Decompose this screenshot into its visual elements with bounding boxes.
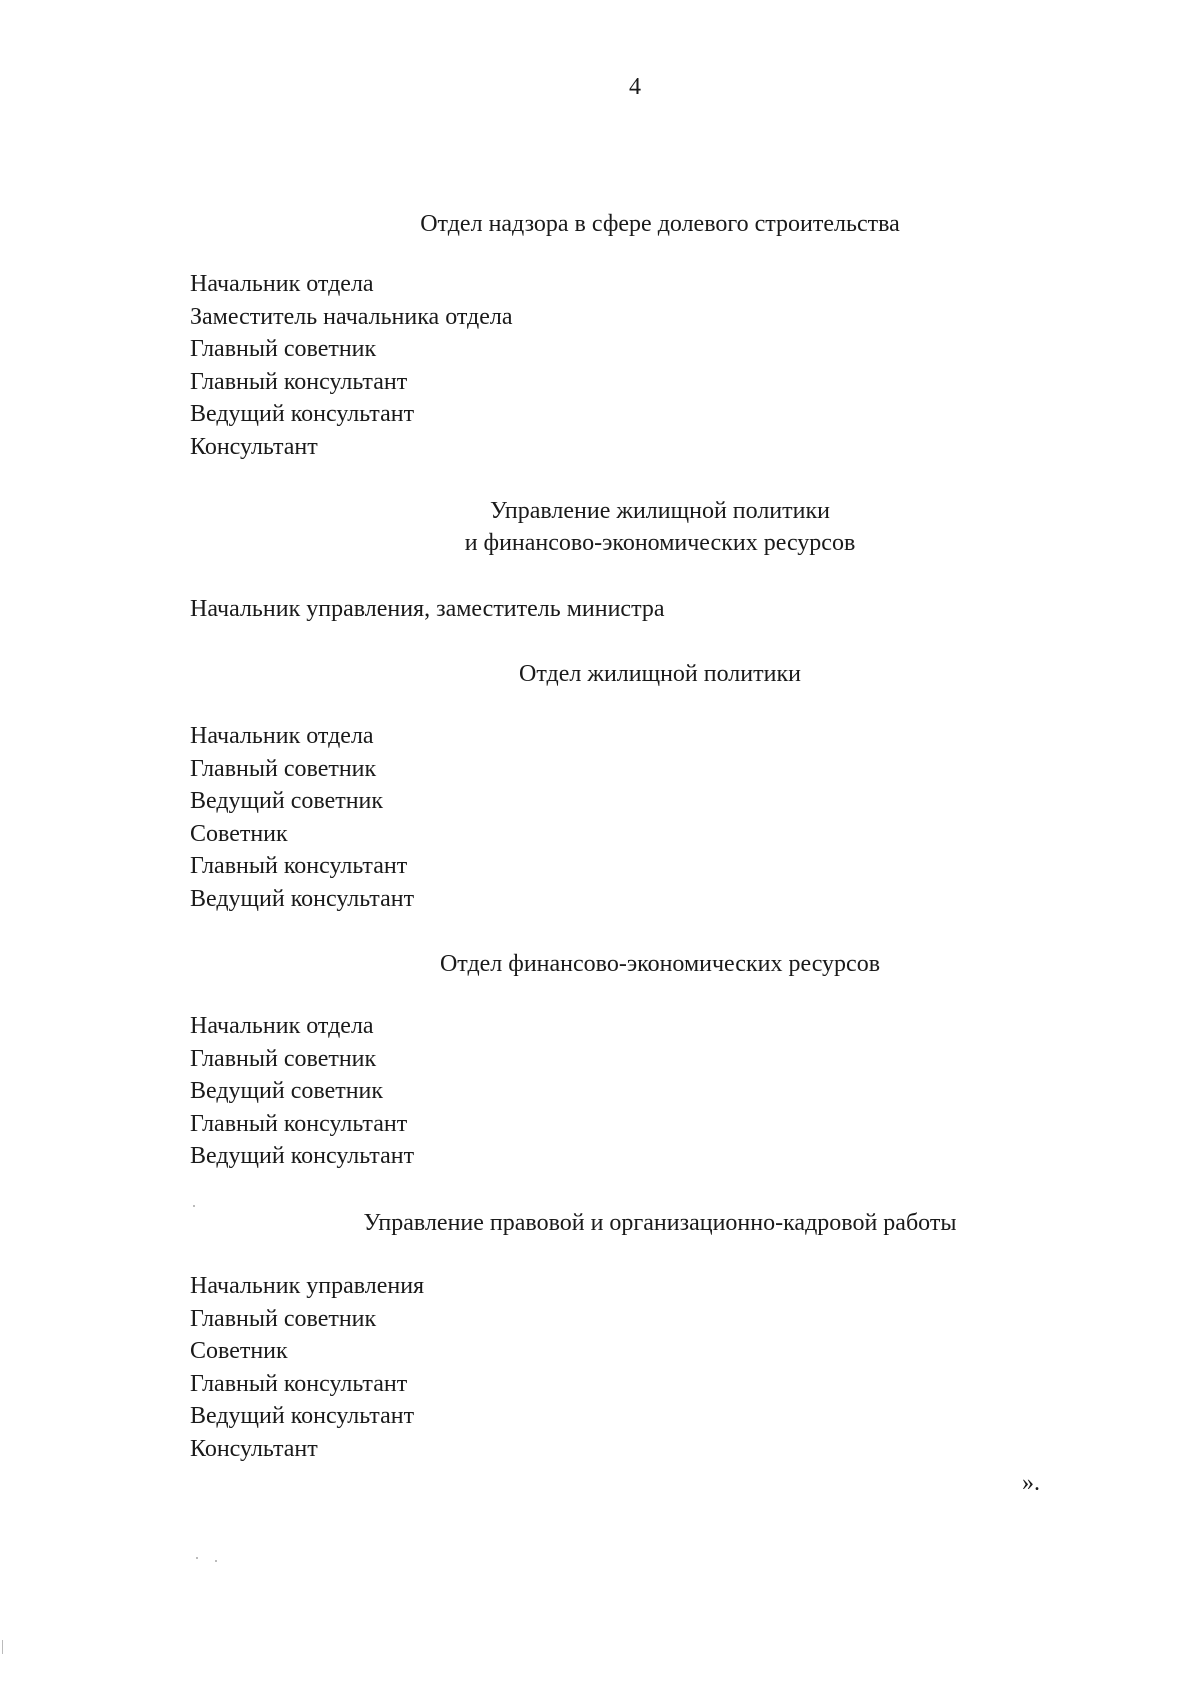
list-item: Ведущий консультант xyxy=(190,1143,415,1169)
list-item: Ведущий советник xyxy=(190,788,384,814)
list-item: Заместитель начальника отдела xyxy=(190,303,513,330)
section-heading-legal-hr xyxy=(0,1207,1200,1239)
list-item: Начальник отдела xyxy=(190,1013,374,1039)
section-heading-housing-policy xyxy=(0,658,1200,690)
position-list-finance xyxy=(190,1010,414,1173)
list-item: Ведущий консультант xyxy=(190,401,415,427)
heading-line: Управление жилищной политики xyxy=(490,498,830,524)
scan-speck xyxy=(193,1205,195,1207)
section-heading-dolevoe xyxy=(0,208,1200,240)
heading-line: Отдел надзора в сфере долевого строительства xyxy=(420,211,900,237)
list-item: Главный консультант xyxy=(190,1370,408,1397)
list-item: Главный консультант xyxy=(190,853,408,879)
list-item: Ведущий консультант xyxy=(190,885,415,912)
position-list-housing-finance xyxy=(190,593,665,626)
list-item: Ведущий советник xyxy=(190,1078,384,1104)
scan-speck xyxy=(215,1560,217,1562)
list-item: Главный советник xyxy=(190,336,377,362)
list-item: Начальник отдела xyxy=(190,723,374,749)
list-item: Ведущий консультант xyxy=(190,1403,415,1429)
list-item: Начальник отдела xyxy=(190,271,374,297)
list-item: Начальник управления, заместитель министра xyxy=(190,596,665,622)
list-item: Советник xyxy=(190,820,288,847)
position-list-dolevoe xyxy=(190,268,513,463)
section-heading-housing-finance xyxy=(0,495,1200,559)
list-item: Начальник управления xyxy=(190,1273,425,1299)
closing-quote-mark: ». xyxy=(1022,1470,1040,1496)
list-item: Главный консультант xyxy=(190,1110,408,1137)
list-item: Главный консультант xyxy=(190,368,408,395)
heading-line: Отдел жилищной политики xyxy=(519,661,801,687)
heading-line: Управление правовой и организационно-кадровой работы xyxy=(363,1210,957,1236)
list-item: Консультант xyxy=(190,433,318,460)
list-item: Главный советник xyxy=(190,1045,377,1072)
position-list-housing-policy xyxy=(190,720,414,915)
list-item: Главный советник xyxy=(190,1305,377,1332)
list-item: Советник xyxy=(190,1338,288,1364)
heading-line: и финансово-экономических ресурсов xyxy=(464,530,856,556)
page-number: 4 xyxy=(629,74,641,100)
list-item: Главный советник xyxy=(190,755,377,782)
position-list-legal-hr xyxy=(190,1270,424,1465)
heading-line: Отдел финансово-экономических ресурсов xyxy=(439,951,881,977)
list-item: Консультант xyxy=(190,1435,318,1462)
scan-speck xyxy=(2,1640,3,1654)
scan-speck xyxy=(196,1557,198,1559)
section-heading-finance xyxy=(0,948,1200,980)
